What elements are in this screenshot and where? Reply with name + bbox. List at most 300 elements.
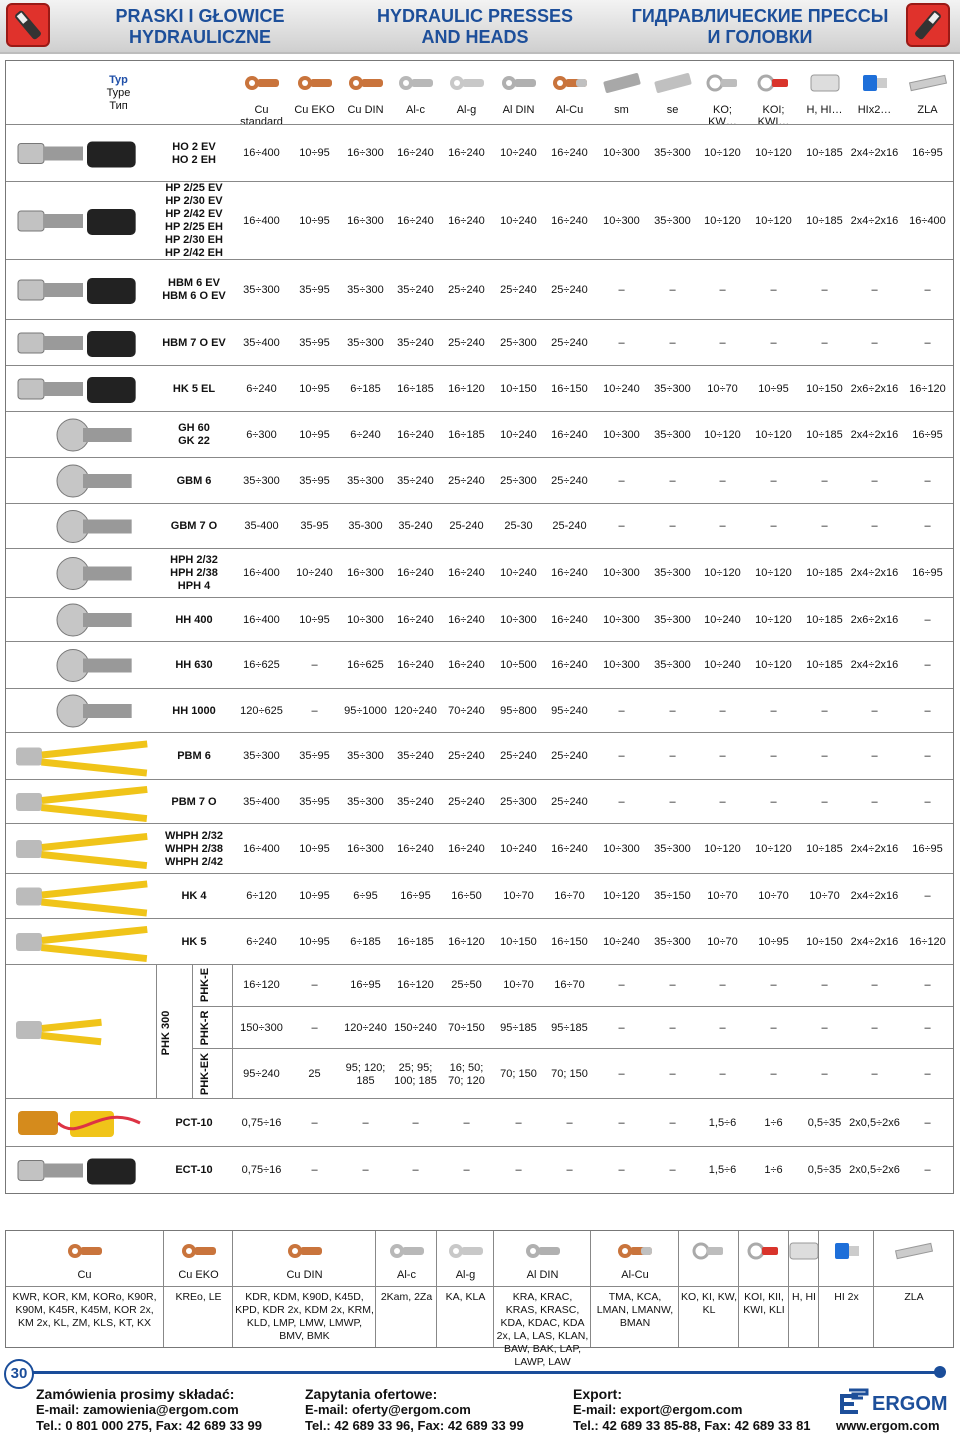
value-cell: 16÷300	[347, 842, 384, 855]
value-cell: 10÷300	[500, 613, 537, 626]
value-cell: 10÷95	[299, 382, 330, 395]
model-name-line: ECT-10	[175, 1164, 213, 1176]
value-cell: 10÷95	[299, 890, 330, 902]
compatibility-table	[5, 60, 954, 1194]
table-row	[6, 779, 953, 824]
column-thumbnail-1	[293, 69, 337, 97]
value-cell: 2x6÷2x16	[850, 613, 899, 626]
phk-divider-a	[156, 965, 157, 1099]
model-name-line: PCT-10	[175, 1116, 213, 1129]
value-cell: 35-240	[398, 520, 433, 532]
website-link[interactable]: www.ergom.com	[836, 1418, 940, 1433]
value-cell: 10÷95	[758, 382, 789, 395]
value-cell: 25÷240	[448, 750, 485, 762]
model-name-line: HK 5 EL	[172, 382, 216, 395]
title-russian-line2: И ГОЛОВКИ	[707, 27, 813, 47]
value-cell: 10÷300	[603, 567, 640, 579]
value-cell: 16÷240	[551, 214, 588, 227]
quotes-title: Zapytania ofertowe:	[305, 1386, 438, 1402]
value-cell: –	[770, 474, 777, 487]
tools-table	[5, 1230, 954, 1368]
title-english-line1: HYDRAULIC PRESSES	[376, 6, 574, 26]
model-name	[157, 520, 231, 533]
value-cell: 10÷300	[603, 428, 640, 441]
value-cell: 16÷70	[554, 890, 585, 902]
column-thumbnail-11	[803, 69, 847, 97]
value-cell: –	[821, 750, 828, 762]
brand-name: ERGOM	[872, 1393, 948, 1415]
export-email[interactable]: E-mail: export@ergom.com	[573, 1402, 743, 1417]
type-label-pl: Typ	[109, 74, 128, 86]
column-thumbnail-10	[752, 69, 796, 97]
value-cell: 10÷95	[299, 842, 330, 855]
value-cell: 16÷95	[350, 979, 381, 991]
value-cell: 2x4÷2x16	[850, 147, 899, 159]
tool-column-thumbnail	[892, 1237, 936, 1265]
tool-column-thumbnail	[613, 1237, 657, 1265]
value-cell: –	[770, 795, 777, 808]
tool-image	[10, 735, 156, 778]
value-cell: –	[669, 979, 676, 991]
model-name-line: HBM 7 O EV	[162, 336, 226, 349]
column-header-line: Cu EKO	[294, 104, 335, 116]
value-cell: 10÷95	[299, 214, 330, 227]
value-cell: 35÷300	[347, 795, 384, 808]
phk-subrow	[192, 1048, 953, 1100]
value-cell: –	[924, 979, 931, 991]
model-name-line: WHPH 2/38	[164, 842, 224, 855]
value-cell: 10÷185	[806, 147, 843, 159]
value-cell: 25÷240	[500, 750, 537, 762]
value-cell: 35÷300	[654, 214, 691, 227]
value-cell: 16÷120	[448, 382, 485, 395]
tool-column-list: ZLA	[904, 1291, 924, 1303]
value-cell: 16÷400	[243, 147, 280, 159]
column-header	[596, 104, 647, 116]
value-cell: 10÷95	[299, 935, 330, 948]
value-cell: –	[871, 474, 878, 487]
quotes-tel: Tel.: 42 689 33 96, Fax: 42 689 33 99	[305, 1418, 524, 1433]
value-cell: –	[924, 336, 931, 349]
column-header	[544, 104, 595, 116]
column-header-line: KWI…	[757, 116, 790, 128]
value-cell: 35÷300	[347, 750, 384, 762]
value-cell: –	[871, 979, 878, 991]
tool-column-list: KOI, KII, KWI, KLI	[743, 1291, 785, 1316]
value-cell: 10÷120	[755, 147, 792, 159]
value-cell: 1÷6	[764, 1116, 783, 1129]
column-header	[390, 104, 441, 116]
tool-image	[10, 985, 110, 1075]
value-cell: 35÷240	[397, 795, 434, 808]
model-name-line: GH 60	[178, 422, 210, 434]
column-header-line: Al-c	[406, 104, 425, 116]
value-cell: –	[719, 474, 726, 487]
value-cell: 16÷185	[448, 428, 485, 441]
value-cell: –	[871, 1068, 878, 1080]
value-cell: 10÷120	[755, 659, 792, 671]
model-name-line: HK 4	[181, 890, 207, 902]
model-name	[157, 1164, 231, 1177]
value-cell: 16÷400	[243, 842, 280, 855]
value-cell: 35÷240	[397, 283, 434, 296]
value-cell: 35÷400	[243, 336, 280, 349]
value-cell: –	[669, 1164, 676, 1176]
value-cell: –	[924, 1164, 931, 1176]
value-cell: 6÷185	[350, 935, 381, 948]
phk-subrow	[192, 1006, 953, 1049]
value-cell: 16÷240	[551, 613, 588, 626]
orders-title: Zamówienia prosimy składać:	[36, 1386, 235, 1402]
value-cell: –	[362, 1164, 369, 1176]
value-cell: 0,75÷16	[241, 1116, 282, 1129]
export-title: Export:	[573, 1386, 622, 1402]
value-cell: 95÷1000	[344, 704, 387, 717]
column-header	[493, 104, 544, 116]
value-cell: 95÷240	[243, 1068, 280, 1080]
value-cell: –	[924, 704, 931, 717]
quotes-email[interactable]: E-mail: oferty@ergom.com	[305, 1402, 471, 1417]
phk-subrow-name	[192, 1010, 228, 1045]
model-name-line: HH 1000	[172, 704, 216, 717]
orders-email[interactable]: E-mail: zamowienia@ergom.com	[36, 1402, 239, 1417]
value-cell: 25÷240	[448, 283, 485, 296]
table-row	[6, 181, 953, 260]
value-cell: 6÷240	[246, 382, 277, 395]
table-row	[6, 411, 953, 458]
tool-image	[10, 184, 156, 258]
table-row	[6, 1098, 953, 1147]
value-cell: 10÷185	[806, 214, 843, 227]
value-cell: 10÷240	[500, 214, 537, 227]
model-name	[157, 750, 231, 763]
value-cell: –	[362, 1116, 369, 1129]
column-header	[340, 104, 391, 116]
column-header-line: Cu DIN	[347, 104, 384, 116]
tool-image	[10, 368, 156, 410]
value-cell: 16÷240	[397, 147, 434, 159]
table-row	[6, 548, 953, 598]
value-cell: –	[618, 336, 625, 349]
value-cell: 10÷185	[806, 659, 843, 671]
phk-subrow-name-text: PHK-E	[199, 967, 211, 1003]
tool-image	[10, 1101, 156, 1145]
column-header-line: standard	[240, 116, 283, 128]
model-name-line: HK 5	[181, 935, 207, 948]
phk-subrow	[192, 965, 953, 1006]
value-cell: 16÷625	[347, 659, 384, 671]
column-header-line: KOI;	[762, 104, 785, 116]
tool-image	[10, 600, 156, 640]
column-header-line: Al-g	[456, 104, 477, 116]
model-name	[157, 1117, 231, 1130]
tool-column-name: Cu	[77, 1269, 92, 1281]
column-header-line: KW…	[708, 116, 737, 128]
value-cell: 35÷300	[654, 659, 691, 671]
model-name	[157, 422, 231, 448]
value-cell: –	[669, 795, 676, 808]
value-cell: 120÷625	[240, 704, 283, 717]
column-thumbnail-8	[651, 69, 695, 97]
value-cell: 25÷300	[500, 336, 537, 349]
tool-image	[10, 644, 156, 687]
column-header-line: Al DIN	[502, 104, 535, 116]
value-cell: 10÷95	[758, 935, 789, 948]
value-cell: 16÷185	[397, 382, 434, 395]
value-cell: 35÷95	[299, 474, 330, 487]
value-cell: 16÷240	[448, 147, 485, 159]
value-cell: 10÷240	[704, 613, 741, 626]
value-cell: 16÷300	[347, 147, 384, 159]
value-cell: 35÷95	[299, 795, 330, 808]
value-cell: –	[719, 979, 726, 991]
tool-column-list: 2Kam, 2Za	[380, 1291, 433, 1303]
value-cell: 16÷70	[554, 979, 585, 991]
value-cell: –	[871, 336, 878, 349]
column-header	[849, 104, 900, 116]
tool-column-thumbnail	[687, 1237, 731, 1265]
value-cell: –	[719, 795, 726, 808]
value-cell: 16÷400	[243, 567, 280, 579]
model-name-line: HH 630	[175, 659, 213, 671]
tool-image	[10, 921, 156, 963]
value-cell: 10÷240	[500, 147, 537, 159]
column-thumbnail-4	[445, 69, 489, 97]
value-cell: 2x4÷2x16	[850, 659, 899, 671]
value-cell: –	[311, 704, 318, 717]
value-cell: 2x4÷2x16	[850, 842, 899, 855]
tool-column-thumbnail	[283, 1237, 327, 1265]
value-cell: 2x4÷2x16	[850, 935, 899, 948]
column-header-line: H, HI…	[806, 104, 843, 116]
column-header	[441, 104, 492, 116]
value-cell: 35÷300	[243, 283, 280, 296]
value-cell: 16÷120	[909, 935, 946, 948]
tool-column-name: Cu DIN	[286, 1269, 323, 1281]
value-cell: 16÷240	[397, 428, 434, 441]
tool-column-thumbnail	[444, 1237, 488, 1265]
model-name-line: HBM 6 O EV	[162, 290, 226, 302]
value-cell: 0,5÷35	[807, 1164, 842, 1176]
value-cell: 70÷150	[448, 1021, 485, 1034]
value-cell: 2x4÷2x16	[850, 428, 899, 441]
value-cell: 35÷95	[299, 750, 330, 762]
title-russian	[620, 6, 900, 48]
value-cell: –	[618, 979, 625, 991]
value-cell: –	[618, 1068, 625, 1080]
value-cell: –	[463, 1116, 470, 1129]
value-cell: –	[924, 474, 931, 487]
value-cell: 35÷300	[654, 613, 691, 626]
value-cell: 35÷300	[654, 567, 691, 579]
value-cell: 25÷240	[448, 474, 485, 487]
model-name-line: HP 2/25 EV	[165, 182, 223, 194]
phk-subrow-name-text: PHK-EK	[199, 1052, 211, 1096]
value-cell: 35÷95	[299, 336, 330, 349]
tool-column	[375, 1231, 437, 1347]
model-name	[157, 936, 231, 949]
value-cell: –	[871, 283, 878, 296]
value-cell: –	[618, 750, 625, 762]
value-cell: –	[618, 474, 625, 487]
title-russian-line1: ГИДРАВЛИЧЕСКИЕ ПРЕССЫ	[631, 6, 889, 26]
tool-column-name: Al DIN	[526, 1269, 559, 1281]
value-cell: –	[719, 704, 726, 717]
tool-image	[10, 826, 156, 872]
model-name-line: HH 400	[175, 613, 213, 626]
tool-column-list: TMA, KCA, LMAN, LMANW, BMAN	[596, 1291, 674, 1329]
value-cell: 35-95	[300, 520, 329, 532]
value-cell: 10÷185	[806, 613, 843, 626]
value-cell: –	[821, 795, 828, 808]
value-cell: –	[669, 704, 676, 717]
value-cell: 70÷240	[448, 704, 485, 717]
value-cell: 16÷95	[912, 842, 943, 855]
model-name-line: PBM 6	[177, 750, 211, 762]
model-name-line: WHPH 2/42	[164, 855, 224, 868]
table-row	[6, 503, 953, 549]
table-row	[6, 873, 953, 919]
value-cell: –	[871, 750, 878, 762]
value-cell: 35÷300	[347, 336, 384, 349]
model-name	[157, 659, 231, 672]
value-cell: –	[821, 520, 828, 532]
value-cell: 16÷240	[551, 842, 588, 855]
value-cell: –	[669, 520, 676, 532]
tool-image	[10, 322, 156, 364]
phk-subrow-name-text: PHK-R	[199, 1010, 211, 1045]
value-cell: 25÷240	[500, 283, 537, 296]
value-cell: –	[924, 659, 931, 671]
value-cell: 35÷300	[347, 283, 384, 296]
tool-image	[10, 782, 156, 822]
value-cell: 16÷400	[243, 214, 280, 227]
tool-column	[493, 1231, 591, 1368]
value-cell: 10÷300	[603, 659, 640, 671]
value-cell: 10÷120	[755, 567, 792, 579]
column-thumbnail-3	[394, 69, 438, 97]
value-cell: 16÷240	[551, 567, 588, 579]
model-name	[157, 277, 231, 303]
model-name-line: GBM 6	[176, 474, 212, 487]
value-cell: –	[618, 704, 625, 717]
value-cell: 10÷150	[806, 935, 843, 948]
tool-column	[873, 1231, 954, 1347]
value-cell: 16÷400	[909, 214, 946, 227]
value-cell: 25÷300	[500, 474, 537, 487]
value-cell: –	[719, 1068, 726, 1080]
value-cell: 10÷240	[500, 567, 537, 579]
model-name	[157, 705, 231, 718]
value-cell: 2x4÷2x16	[850, 567, 899, 579]
value-cell: 16÷240	[448, 842, 485, 855]
tool-column-name: Cu EKO	[178, 1269, 219, 1281]
title-polish	[80, 6, 320, 48]
tool-column-list: KO, KI, KW, KL	[681, 1291, 738, 1316]
value-cell: 2x6÷2x16	[850, 382, 899, 395]
value-cell: –	[924, 1021, 931, 1034]
value-cell: 6÷240	[246, 935, 277, 948]
phk-subrow-name	[192, 1052, 228, 1096]
value-cell: –	[669, 1116, 676, 1129]
value-cell: 35÷240	[397, 474, 434, 487]
tool-column	[232, 1231, 376, 1347]
tool-column-thumbnail	[742, 1237, 786, 1265]
value-cell: 35÷300	[654, 147, 691, 159]
value-cell: 10÷185	[806, 567, 843, 579]
value-cell: 25-30	[504, 520, 533, 532]
value-cell: –	[821, 283, 828, 296]
column-header-line: se	[666, 104, 679, 116]
value-cell: –	[719, 336, 726, 349]
tool-column-list: KDR, KDM, K90D, K45D, KPD, KDR 2x, KDM 2x, KRM, KLD, LMP, LMW, LMWP, BMV, BMK	[235, 1291, 374, 1342]
value-cell: 95÷240	[551, 704, 588, 717]
column-thumbnail-5	[497, 69, 541, 97]
column-thumbnail-2	[344, 69, 388, 97]
value-cell: –	[924, 613, 931, 626]
value-cell: –	[719, 750, 726, 762]
value-cell: –	[770, 520, 777, 532]
value-cell: 10÷300	[603, 842, 640, 855]
value-cell: 150÷300	[240, 1021, 283, 1034]
value-cell: 10÷120	[704, 428, 741, 441]
value-cell: 95÷185	[551, 1021, 588, 1034]
column-thumbnail-7	[600, 69, 644, 97]
tool-column-list: H, HI	[792, 1291, 816, 1303]
value-cell: 10÷120	[704, 842, 741, 855]
value-cell: –	[669, 283, 676, 296]
value-cell: 16÷95	[400, 890, 431, 902]
value-cell: 10÷70	[707, 935, 738, 948]
value-cell: 10÷185	[806, 428, 843, 441]
value-cell: 10÷95	[299, 428, 330, 441]
value-cell: 6÷185	[350, 382, 381, 395]
value-cell: –	[618, 1164, 625, 1176]
value-cell: –	[924, 520, 931, 532]
value-cell: 35÷300	[347, 474, 384, 487]
type-label-ru: Тип	[109, 100, 128, 112]
value-cell: 16÷185	[397, 935, 434, 948]
model-name-line: HP 2/42 EH	[165, 247, 223, 259]
value-cell: –	[821, 704, 828, 717]
tool-column-thumbnail	[521, 1237, 565, 1265]
value-cell: 10÷240	[500, 428, 537, 441]
value-cell: 2x0,5÷2x6	[849, 1164, 900, 1176]
orders-tel: Tel.: 0 801 000 275, Fax: 42 689 33 99	[36, 1418, 262, 1433]
value-cell: 16; 50; 70; 120	[448, 1061, 485, 1087]
value-cell: –	[669, 474, 676, 487]
model-name-line: HBM 6 EV	[168, 277, 220, 289]
tool-column	[818, 1231, 874, 1347]
value-cell: –	[719, 520, 726, 532]
value-cell: 10÷70	[503, 890, 534, 902]
page-number: 30	[4, 1359, 34, 1389]
value-cell: 10÷150	[806, 382, 843, 395]
table-row	[6, 457, 953, 504]
table-row	[6, 597, 953, 642]
value-cell: 70; 150	[551, 1068, 588, 1080]
phk-label	[156, 1005, 176, 1065]
value-cell: 10÷95	[299, 613, 330, 626]
value-cell: –	[924, 1068, 931, 1080]
tool-column-name: Al-c	[397, 1269, 416, 1281]
value-cell: 25÷240	[551, 474, 588, 487]
model-name	[157, 182, 231, 260]
value-cell: 10÷70	[707, 382, 738, 395]
value-cell: 16÷300	[347, 567, 384, 579]
value-cell: –	[618, 520, 625, 532]
value-cell: –	[412, 1116, 419, 1129]
